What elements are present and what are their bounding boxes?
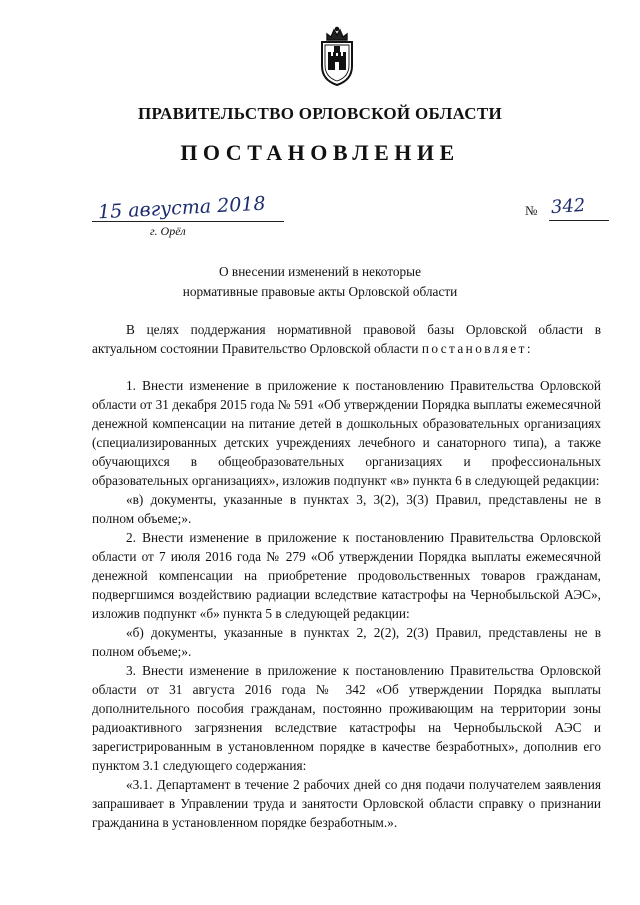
item-2-paragraph: 2. Внести изменение в приложение к постановлению Правительства Орловской области от 7 июля 2016 года № 279 «Об утверждении Порядка выплаты ежемесячной денежной компенсации на приобретение продовольственных товаров гражданам, подвергшимся воздействию радиации вследствие катастрофы на Чернобыльской АЭС», изложив подпункт «б» пункта 5 в следующей редакции: bbox=[92, 530, 601, 621]
item-2-quote: «б) документы, указанные в пунктах 2, 2(2), 2(3) Правил, представлены не в полном объеме;». bbox=[92, 625, 601, 659]
handwritten-document-number: 342 bbox=[550, 194, 587, 219]
item-3-paragraph: 3. Внести изменение в приложение к постановлению Правительства Орловской области от 31 августа 2016 года № 342 «Об утверждении Порядка выплаты дополнительного пособия гражданам, постоянно проживающим на территории зоны радиоактивного загрязнения вследствие катастрофы на Чернобыльской АЭС и зарегистрированным в установленном порядке в качестве безработных», дополнив его пунктом 3.1 следующего содержания: bbox=[92, 663, 601, 773]
city-label: г. Орёл bbox=[150, 224, 186, 238]
item-1-quote: «в) документы, указанные в пунктах 3, 3(2), 3(3) Правил, представлены не в полном объеме;». bbox=[92, 492, 601, 526]
item-3-quote: «3.1. Департамент в течение 2 рабочих дней со дня подачи получателем заявления запрашивает в Управлении труда и занятости Орловской области справку о признании гражданина в установленном порядке безработным.». bbox=[92, 777, 601, 830]
preamble-verb: постановляет: bbox=[421, 341, 533, 356]
document-body bbox=[92, 320, 601, 832]
government-title: ПРАВИТЕЛЬСТВО ОРЛОВСКОЙ ОБЛАСТИ bbox=[137, 104, 503, 123]
document-subject bbox=[0, 262, 640, 302]
subject-line-1: О внесении изменений в некоторые bbox=[218, 264, 422, 279]
date-underline bbox=[92, 221, 284, 222]
number-sign: № bbox=[525, 203, 538, 218]
subject-line-2: нормативные правовые акты Орловской области bbox=[182, 284, 458, 299]
preamble-text: В целях поддержания нормативной правовой базы Орловской области в актуальном состоянии Правительство Орловской области bbox=[92, 322, 601, 356]
item-1-paragraph: 1. Внести изменение в приложение к постановлению Правительства Орловской области от 31 декабря 2015 года № 591 «Об утверждении Порядка выплаты ежемесячной денежной компенсации на питание детей в дошкольных образовательных организациях (специализированных детских учреждениях лечебного и санаторного типа), а также обучающихся в общеобразовательных организациях и профессиональных образовательных организациях», изложив подпункт «в» пункта 6 в следующей редакции: bbox=[92, 378, 601, 488]
handwritten-date: 15 августа 2018 bbox=[97, 192, 267, 224]
preamble-paragraph bbox=[92, 320, 601, 358]
number-underline bbox=[549, 220, 609, 221]
document-type-title: ПОСТАНОВЛЕНИЕ bbox=[180, 140, 460, 165]
coat-of-arms-icon bbox=[316, 26, 358, 88]
